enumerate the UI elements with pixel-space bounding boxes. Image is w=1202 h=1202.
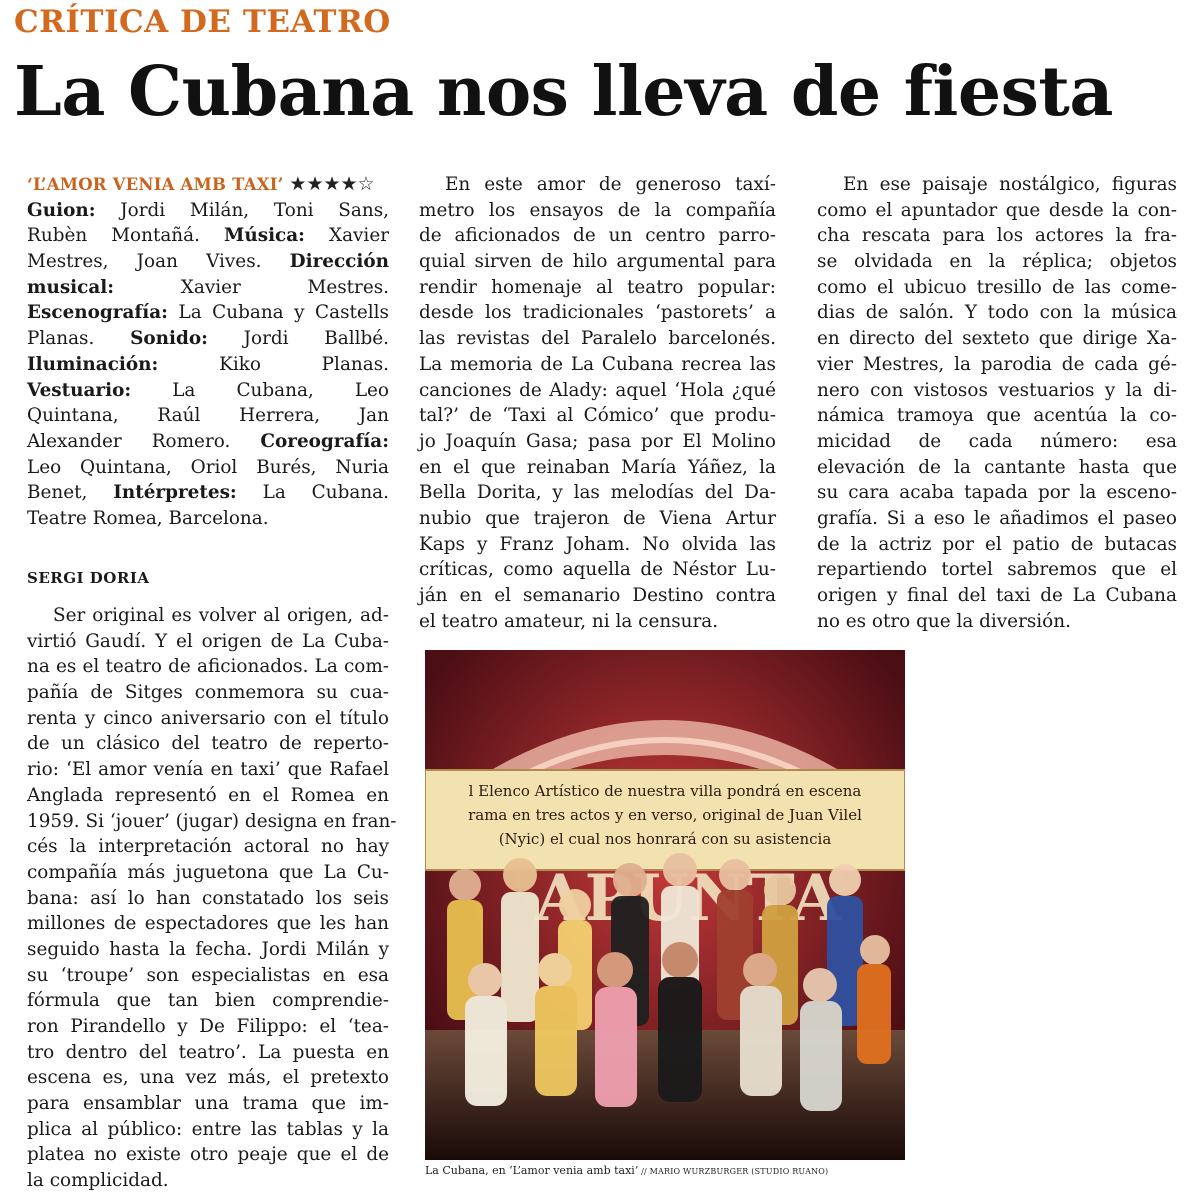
text-line: cha rescata para los actores la fra- bbox=[817, 225, 1177, 247]
text-line: virtió Gaudí. Y el origen de La Cuba- bbox=[27, 630, 389, 652]
factbox-title-line bbox=[27, 172, 389, 198]
credit-text: Quintana, Raúl Herrera, Jan bbox=[27, 405, 389, 427]
text-line: en el que reinaban María Yáñez, la bbox=[419, 456, 776, 478]
text-line: En ese paisaje nostálgico, figuras bbox=[843, 174, 1177, 195]
text-line: námica tramoya que acentúa la co- bbox=[817, 405, 1177, 427]
text-line: canciones de Alady: aquel ‘Hola ¿qué bbox=[419, 379, 776, 401]
text-line: su ‘troupe’ son especialistas en esa bbox=[27, 964, 389, 986]
text-line: pañía de Sitges conmemora su cua- bbox=[27, 682, 389, 704]
text-line: la complicidad. bbox=[27, 1170, 169, 1192]
credit-line bbox=[27, 249, 389, 275]
credit-line bbox=[27, 455, 389, 481]
credit-text: Xavier bbox=[304, 225, 389, 247]
text-line: como el ubicuo tresillo de las come- bbox=[817, 276, 1177, 298]
text-line: tro dentro del teatro’. La puesta en bbox=[27, 1041, 389, 1063]
credit-label: Sonido: bbox=[130, 328, 208, 350]
text-line: platea no existe otro peaje que el de bbox=[27, 1144, 389, 1166]
text-line: En este amor de generoso taxí- bbox=[445, 174, 776, 195]
credit-line bbox=[27, 480, 389, 506]
credit-label: Escenografía: bbox=[27, 302, 168, 324]
byline: SERGI DORIA bbox=[27, 569, 150, 587]
text-line: fórmula que tan bien comprendie- bbox=[27, 990, 389, 1012]
text-line: nero con vistosos vestuarios y la di- bbox=[817, 379, 1177, 401]
text-line: escena es, una vez más, el pretexto bbox=[27, 1067, 389, 1089]
text-line: plica al público: entre las tablas y la bbox=[27, 1118, 389, 1140]
text-line: su cara acaba tapada por la escenо- bbox=[817, 482, 1177, 504]
article-column-2 bbox=[419, 172, 776, 634]
text-line: bana: así lo han constatado los seis bbox=[27, 887, 389, 909]
credit-text: La Cubana y Castells bbox=[167, 302, 389, 324]
text-line: origen y final del taxi de La Cubana bbox=[817, 585, 1177, 606]
text-line: renta y cinco aniversario con el título bbox=[27, 707, 389, 729]
credit-line bbox=[27, 352, 389, 378]
stage-photo bbox=[425, 650, 905, 1160]
credit-text: La Cubana, Leo bbox=[131, 379, 389, 401]
credit-text: Benet, bbox=[27, 482, 114, 504]
text-line: micidad de cada número: esa bbox=[817, 430, 1177, 452]
text-line: rio: ‘El amor venía en taxi’ que Rafael bbox=[27, 759, 389, 781]
credit-text: Jordi Ballbé. bbox=[207, 328, 389, 350]
text-line: elevación de la cantante hasta que bbox=[817, 456, 1177, 478]
text-line: no es otro que la diversión. bbox=[817, 610, 1071, 632]
factbox-title: ‘L’AMOR VENIA AMB TAXI’ bbox=[27, 175, 284, 194]
credit-text: Rubèn Montañá. bbox=[27, 225, 224, 247]
text-line: en directo del sexteto que dirige Xa- bbox=[817, 328, 1177, 350]
text-line: tal?’ de ‘Taxi al Cómico’ que produ- bbox=[419, 405, 776, 427]
text-line: Bella Dorita, y las melodías del Da- bbox=[419, 482, 776, 504]
credit-text: La Cubana. bbox=[236, 482, 389, 504]
credit-label: Intérpretes: bbox=[113, 482, 237, 504]
credit-line bbox=[27, 223, 389, 249]
text-line: vier Mestres, la parodia de cada gé- bbox=[817, 353, 1177, 375]
text-line: cés la interpretación actoral no hay bbox=[27, 836, 389, 858]
credit-text: Mestres, Joan Vives. bbox=[27, 251, 290, 273]
text-line: de aficionados de un centro parro- bbox=[419, 225, 776, 247]
credit-label: Guion: bbox=[27, 199, 96, 221]
credit-line bbox=[27, 198, 389, 224]
rating-stars: ★★★★☆ bbox=[289, 173, 375, 195]
credit-label: Vestuario: bbox=[27, 379, 132, 401]
credit-label: Coreografía: bbox=[260, 430, 389, 452]
text-line: se olvidada en la réplica; objetos bbox=[817, 251, 1177, 273]
credit-line bbox=[27, 403, 389, 429]
headline: La Cubana nos lleva de fiesta bbox=[14, 52, 1113, 132]
photo-credit: // MARIO WURZBURGER (STUDIO RUANO) bbox=[638, 1167, 829, 1176]
text-line: rendir homenaje al teatro popular: bbox=[419, 276, 776, 298]
text-line: metro los ensayos de la compañía bbox=[419, 199, 776, 221]
credits-list bbox=[27, 198, 389, 532]
credit-line bbox=[27, 275, 389, 301]
text-line: de un clásico del teatro de reperto- bbox=[27, 733, 389, 755]
text-line: como el apuntador que desde la con- bbox=[817, 199, 1177, 221]
text-line: La memoria de La Cubana recrea las bbox=[419, 353, 776, 375]
section-kicker: CRÍTICA DE TEATRO bbox=[14, 4, 391, 40]
article-column-1 bbox=[27, 603, 397, 1194]
article-column-3 bbox=[817, 172, 1177, 634]
text-line: repartiendo tortel sabremos que el bbox=[817, 559, 1177, 581]
credit-text: Jordi Milán, Toni Sans, bbox=[95, 199, 389, 221]
text-line: compañía más juguetona que La Cu- bbox=[27, 861, 389, 883]
text-line: desde los tradicionales ‘pastorets’ a bbox=[419, 302, 776, 324]
text-line: ron Pirandello y De Filippo: el ‘tea- bbox=[27, 1016, 389, 1037]
text-line: millones de espectadores que les han bbox=[27, 913, 389, 935]
text-line: Anglada representó en el Romea en bbox=[27, 784, 389, 806]
text-line: para ensamblar una trama que im- bbox=[27, 1093, 389, 1115]
credit-text: Planas. bbox=[27, 328, 131, 350]
text-line: 1959. Si ‘jouer’ (jugar) designa en fran- bbox=[27, 810, 397, 832]
credit-text: Alexander Romero. bbox=[27, 430, 261, 452]
credit-text: Kiko Planas. bbox=[158, 353, 389, 375]
text-line: las revistas del Paralelo barcelonés. bbox=[419, 328, 776, 350]
credit-label: Dirección bbox=[289, 251, 389, 273]
banner-line-2: rama en tres actos y en verso, original de Juan Vilel bbox=[468, 806, 862, 824]
text-line: dias de salón. Y todo con la música bbox=[817, 302, 1177, 324]
credit-text: Xavier Mestres. bbox=[114, 276, 389, 298]
text-line: ján en el semanario Destino contra bbox=[419, 585, 776, 606]
text-line: na es el teatro de aficionados. La com- bbox=[27, 656, 389, 678]
credit-line bbox=[27, 506, 389, 532]
banner-line-3: (Nyic) el cual nos honrará con su asistencia bbox=[498, 830, 832, 848]
credit-label: musical: bbox=[27, 276, 115, 298]
photo-caption bbox=[425, 1164, 828, 1177]
factbox bbox=[27, 172, 389, 532]
text-line: el teatro amateur, ni la censura. bbox=[419, 610, 719, 632]
text-line: críticas, como aquella de Néstor Lu- bbox=[419, 559, 776, 581]
credit-label: Música: bbox=[223, 225, 305, 247]
caption-text: La Cubana, en ‘L’amor venia amb taxi’ bbox=[425, 1164, 639, 1177]
text-line: Ser original es volver al origen, ad- bbox=[53, 605, 389, 626]
banner-line-1: l Elenco Artístico de nuestra villa pondrá en escena bbox=[468, 782, 862, 800]
text-line: de la actriz por el patio de butacas bbox=[817, 533, 1177, 555]
text-line: nubio que trajeron de Viena Artur bbox=[419, 507, 776, 529]
text-line: grafía. Si a eso le añadimos el paseo bbox=[817, 507, 1177, 529]
credit-line bbox=[27, 378, 389, 404]
credit-line bbox=[27, 300, 389, 326]
text-line: seguido hasta la fecha. Jordi Milán y bbox=[27, 938, 389, 960]
text-line: jo Joaquín Gasa; pasa por El Molino bbox=[419, 430, 776, 452]
credit-line bbox=[27, 326, 389, 352]
text-line: Kaps y Franz Joham. No olvida las bbox=[419, 533, 776, 555]
credit-line bbox=[27, 429, 389, 455]
text-line: quial sirven de hilo argumental para bbox=[419, 251, 776, 273]
credit-text: Teatre Romea, Barcelona. bbox=[27, 507, 269, 529]
credit-label: Iluminación: bbox=[27, 353, 159, 375]
credit-text: Leo Quintana, Oriol Burés, Nuria bbox=[27, 456, 389, 478]
